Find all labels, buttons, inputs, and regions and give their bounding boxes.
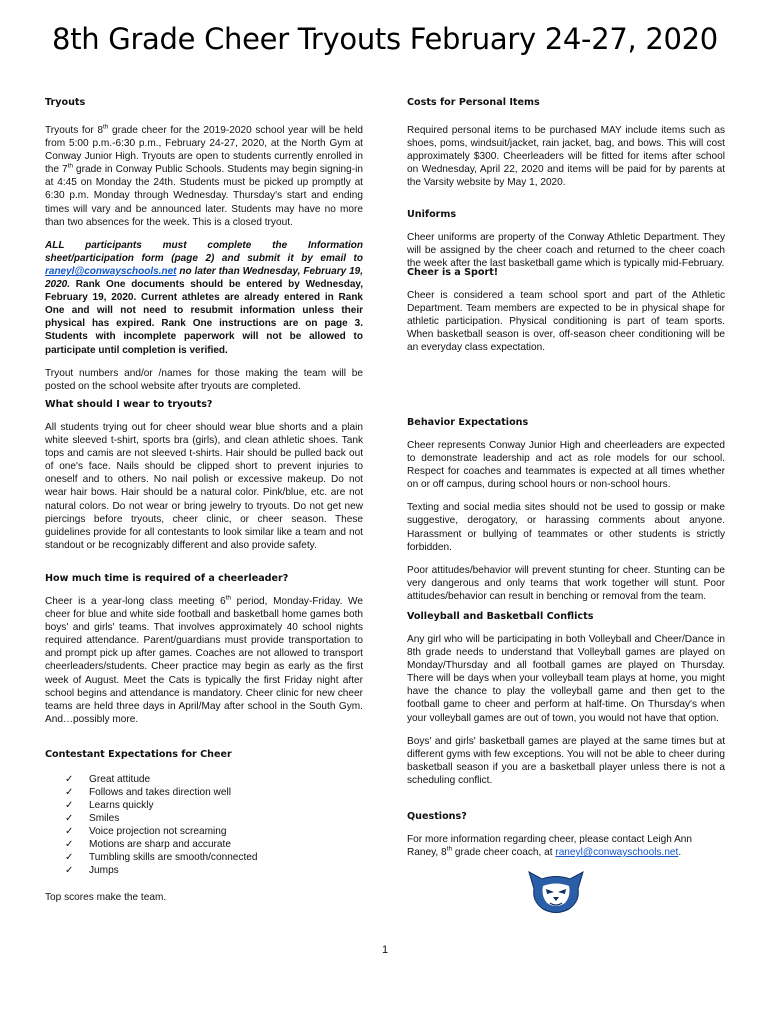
list-item-label: Jumps [89, 865, 119, 876]
check-icon: ✓ [65, 787, 74, 798]
costs-heading: Costs for Personal Items [407, 97, 540, 108]
superscript: th [446, 845, 453, 853]
tryouts-paragraph [45, 124, 363, 229]
sport-paragraph: Cheer is considered a team school sport and part of the Athletic Department. Team members are expected to be in physical shape for athletic participation. Physical conditioning is part of team sports. When basketball season is over, off-season cheer conditioning will be an everyday class expectation. [407, 290, 725, 354]
tryouts-requirements [45, 239, 363, 357]
email-link[interactable]: raneyl@conwayschools.net [45, 265, 177, 277]
list-item-label: Tumbling skills are smooth/connected [89, 852, 258, 863]
list-item [65, 864, 363, 877]
text-run: Cheer is a year-long class meeting 6 [45, 596, 226, 607]
wear-heading: What should I wear to tryouts? [45, 399, 213, 410]
expectations-section [45, 748, 363, 914]
time-heading: How much time is required of a cheerleader? [45, 573, 289, 584]
superscript: th [67, 162, 74, 170]
email-link[interactable]: raneyl@conwayschools.net [555, 847, 679, 859]
text-run: Rank One documents should be entered by Wednesday, February 19, 2020. Current athletes are already entered in Rank One and will not need to resubmit information unless their physical has expired. Rank One instructions are on page 3. Students with incomplete paperwork will not be allowed to participate until completion is verified. [45, 279, 363, 356]
sport-heading: Cheer is a Sport! [407, 267, 499, 278]
expectations-list [65, 773, 363, 877]
time-paragraph [45, 595, 363, 726]
list-item-label: Voice projection not screaming [89, 826, 227, 837]
uniforms-paragraph: Cheer uniforms are property of the Conway Athletic Department. They will be assigned by the cheer coach and returned to the cheer coach the week after the last basketball game which is typically mid-February. [407, 232, 725, 270]
check-icon: ✓ [65, 852, 74, 863]
check-icon: ✓ [65, 800, 74, 811]
text-run: grade cheer coach, at [452, 847, 556, 859]
text-run: no later than Wednesday, February 19, 2020. [45, 265, 363, 291]
list-item [65, 799, 363, 812]
tryouts-results: Tryout numbers and/or /names for those making the team will be posted on the school website after tryouts are completed. [45, 367, 363, 392]
page-number: 1 [381, 944, 389, 956]
costs-paragraph: Required personal items to be purchased MAY include items such as shoes, poms, windsuit/jacket, rain jacket, bag, and bows. This will cost approximately $300. Cheerleaders will be fitted for items after school on Wednesday, April 22, 2020 and items will be paid for by parents at the Varsity website by May 1, 2020. [407, 125, 725, 189]
text-run: ALL participants must complete the Information sheet/participation form (page 2) and submit it by email to [45, 239, 363, 264]
behavior-paragraph-3: Poor attitudes/behavior will prevent stunting for cheer. Stunting can be very dangerous and only teams that work together will stunt. Poor attitudes/behavior can result in benching or removal from the team. [407, 564, 725, 602]
text-run: grade cheer for the 2019-2020 school year will be held from 5:00 p.m.-6:30 p.m., February 24-27, 2020, at the North Gym at Conway Junior High. Tryouts are open to students currently enrolled in the 7 [45, 125, 364, 176]
list-item-label: Motions are sharp and accurate [89, 839, 231, 850]
costs-section [407, 96, 725, 199]
list-item-label: Great attitude [89, 774, 151, 785]
check-icon: ✓ [65, 839, 74, 850]
list-item-label: Learns quickly [89, 800, 154, 811]
wildcat-logo-icon [525, 866, 587, 916]
conflicts-paragraph-1: Any girl who will be participating in both Volleyball and Cheer/Dance in 8th grade needs to understand that Volleyball games are played on Monday/Thursday and all football games are played on Thursday. There will be days when your volleyball team plays at home, you might have the chance to play the volleyball game and then get to the football game to cheer and perform at half-time. On Thursday's when your volleyball games are out of town, you would not have that option. [407, 634, 725, 724]
check-icon: ✓ [65, 826, 74, 837]
wear-paragraph: All students trying out for cheer should wear blue shorts and a plain white sleeved t-shirt, sports bra (girls), and clean athletic shoes. Tank tops and camis are not sleeved t-shirts. Hair should be pulled back out of one's face. Nails should be clipped short to prevent injuries to oneself and to others. No nail polish or excessive makeup. Do not wear hair bows. Hair should be a natural color. Pink/blue, etc. are not natural colors. Do not wear or bring jewelry to tryouts. Do not get new piercings before tryouts, cheer clinic, or cheer season. These guidelines provide for all contestants to look similar like a team and not standout or be recognizably different and also provide safety. [45, 422, 363, 551]
check-icon: ✓ [65, 813, 74, 824]
sport-section [407, 266, 725, 364]
expectations-heading: Contestant Expectations for Cheer [45, 749, 232, 760]
list-item [65, 851, 363, 864]
behavior-paragraph-1: Cheer represents Conway Junior High and cheerleaders are expected to demonstrate leadership and act as role models for our school. Respect for coaches and teammates is expected at all times whether on or off campus, during school hours or non-school hours. [407, 440, 725, 491]
check-icon: ✓ [65, 774, 74, 785]
wear-section [45, 398, 363, 562]
questions-heading: Questions? [407, 811, 467, 822]
expectations-footer: Top scores make the team. [45, 892, 167, 903]
list-item-label: Follows and takes direction well [89, 787, 231, 798]
list-item [65, 812, 363, 825]
behavior-paragraph-2: Texting and social media sites should not be used to gossip or make suggestive, derogatory, or harassing comments about anyone. Harassment or bullying of teammates or other students is strictly forbidden. [407, 502, 725, 553]
text-run: For more information regarding cheer, please contact Leigh Ann Raney, 8 [407, 834, 693, 859]
conflicts-section [407, 610, 725, 797]
list-item [65, 786, 363, 799]
text-run: Tryouts for 8 [45, 125, 103, 136]
text-run: grade in Conway Public Schools. Students may begin signing-in at 4:45 on Monday the 24th. Students must be picked up promptly at 6:30 p.m. Monday through Wednesday. Thursday's start and ending times will vary and be announced later. Students may have no more than two absences for the week. This is a closed tryout. [45, 164, 363, 228]
superscript: th [225, 594, 232, 602]
text-run: period, Monday-Friday. We cheer for blue and white side football and basketball home games both boys' and girls' teams. That involves approximately 40 school nights required attendance. Parent/guardians must provide transportation to and prompt pick up after games. Coaches are not allowed to transport cheerleaders/students. Cheer practice may begin as early as the first week of August. Meet the Cats is typically the first Friday night after school begins and attendance is mandatory. Cheer clinic for new cheer teams are held three days in April/May after school in the South Gym. And…possibly more. [45, 596, 363, 725]
behavior-heading: Behavior Expectations [407, 417, 529, 428]
conflicts-paragraph-2: Boys' and girls' basketball games are played at the same times but at different gyms with few exceptions. You will not be able to cheer during basketball season if you are a basketball player unless there is not a scheduling conflict. [407, 735, 725, 786]
time-section [45, 572, 363, 736]
uniforms-heading: Uniforms [407, 209, 457, 220]
list-item [65, 838, 363, 851]
questions-section [407, 810, 725, 869]
conflicts-heading: Volleyball and Basketball Conflicts [407, 611, 594, 622]
page-title: 8th Grade Cheer Tryouts February 24-27, 2020 [52, 22, 718, 56]
tryouts-section [45, 96, 363, 403]
check-icon: ✓ [65, 865, 74, 876]
behavior-section [407, 416, 725, 613]
text-run: . [678, 847, 682, 859]
questions-paragraph [407, 833, 725, 859]
list-item [65, 773, 363, 786]
list-item-label: Smiles [89, 813, 120, 824]
tryouts-heading: Tryouts [45, 97, 86, 108]
list-item [65, 825, 363, 838]
superscript: th [102, 123, 109, 131]
